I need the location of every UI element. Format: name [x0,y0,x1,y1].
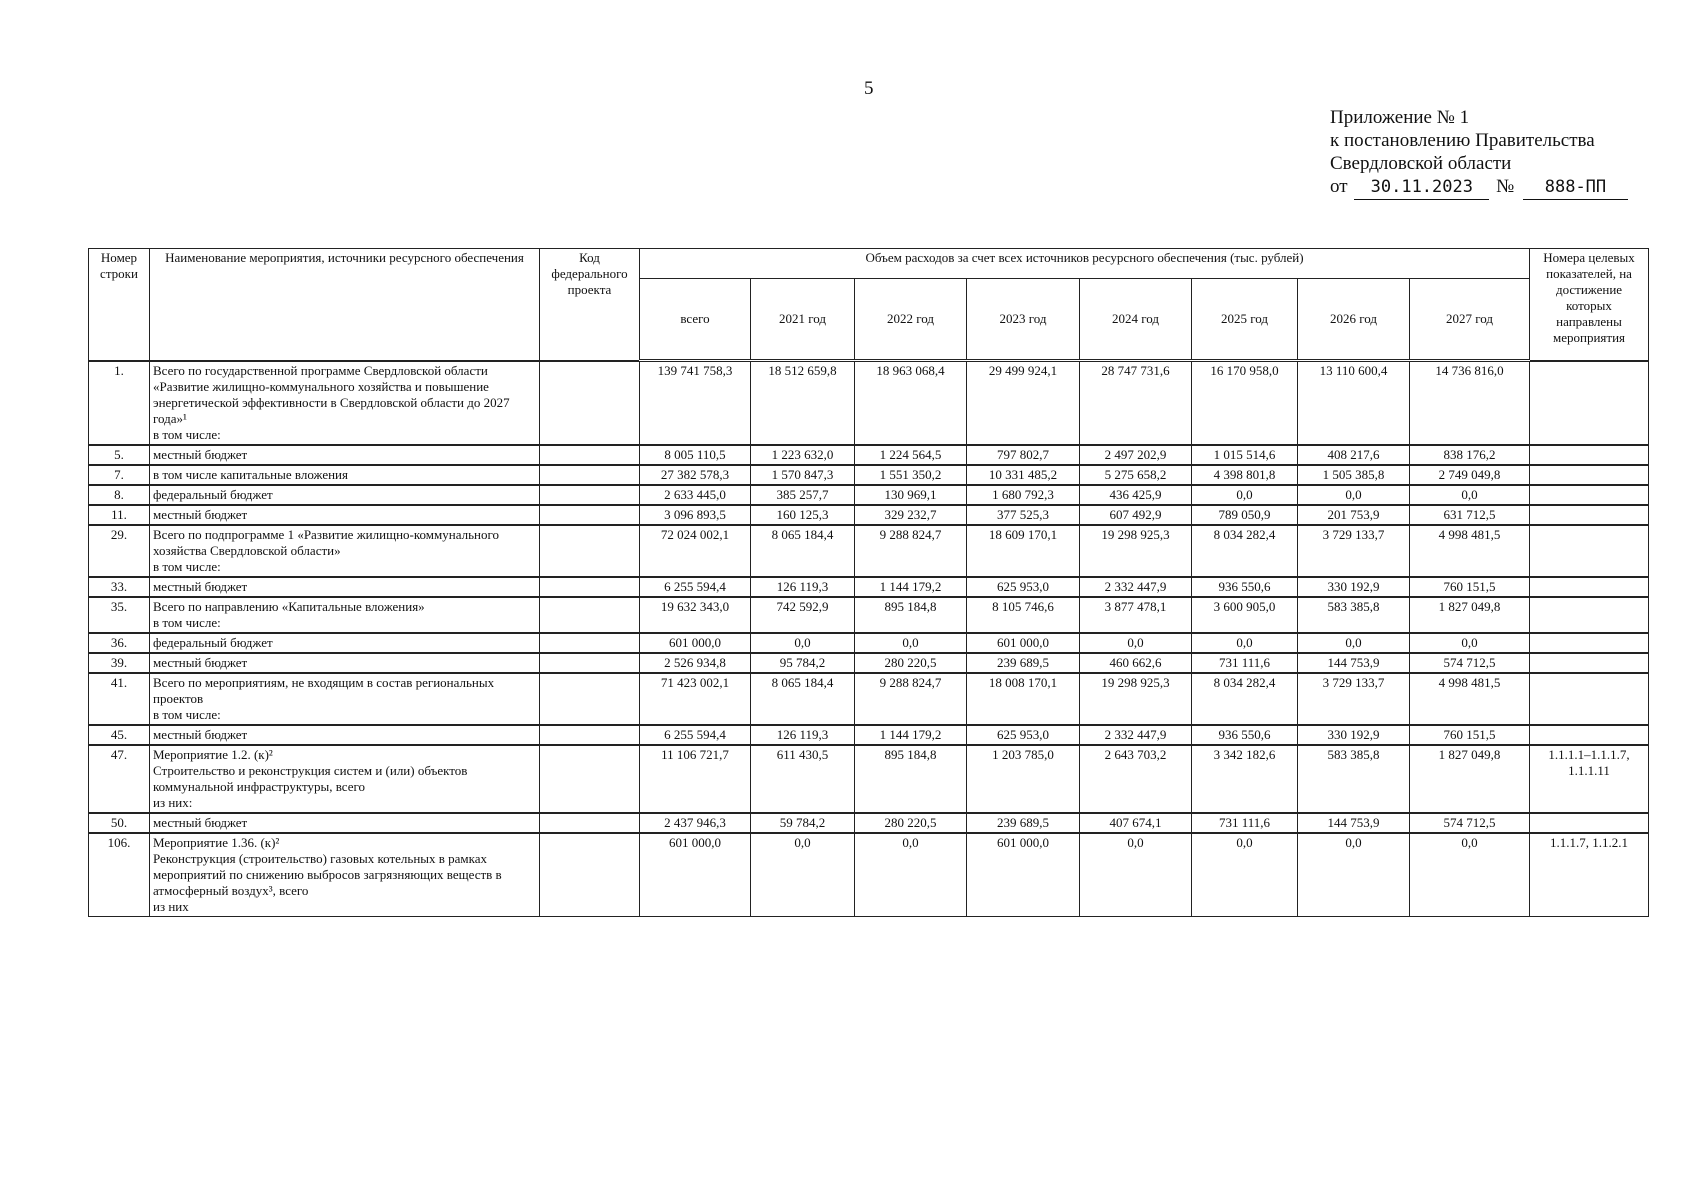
row-name-line: Строительство и реконструкция систем и (или) объектов коммунальной инфраструктуры, всего [153,762,468,794]
row-number: 47. [89,745,150,813]
row-value: 574 712,5 [1410,653,1530,673]
row-fed-code [540,485,640,505]
row-indicators: 1.1.1.7, 1.1.2.1 [1530,833,1649,917]
row-value: 1 570 847,3 [751,465,855,485]
row-indicators [1530,673,1649,725]
header-year: 2024 год [1080,279,1192,361]
row-indicators [1530,485,1649,505]
appendix-title: Приложение № 1 [1330,107,1470,128]
row-name-line: Мероприятие 1.2. (к)² [153,746,273,762]
row-value: 2 526 934,8 [640,653,751,673]
row-value: 2 437 946,3 [640,813,751,833]
row-value: 601 000,0 [967,633,1080,653]
row-value: 18 008 170,1 [967,673,1080,725]
row-value: 18 512 659,8 [751,361,855,445]
row-value: 2 643 703,2 [1080,745,1192,813]
row-value: 1 827 049,8 [1410,745,1530,813]
header-year: 2026 год [1298,279,1410,361]
header-year: 2027 год [1410,279,1530,361]
row-name-line: Всего по мероприятиям, не входящим в состав региональных проектов [153,674,495,706]
row-fed-code [540,725,640,745]
row-name-line: местный бюджет [153,506,248,522]
row-value: 407 674,1 [1080,813,1192,833]
row-value: 0,0 [1298,633,1410,653]
row-name [150,745,540,813]
row-value: 72 024 002,1 [640,525,751,577]
row-indicators [1530,445,1649,465]
number-prefix: № [1496,176,1515,197]
row-fed-code [540,813,640,833]
row-value: 611 430,5 [751,745,855,813]
row-value: 144 753,9 [1298,653,1410,673]
table-row [89,505,1649,525]
row-value: 280 220,5 [855,813,967,833]
row-value: 2 497 202,9 [1080,445,1192,465]
row-value: 760 151,5 [1410,725,1530,745]
row-value: 8 034 282,4 [1192,673,1298,725]
row-value: 760 151,5 [1410,577,1530,597]
row-fed-code [540,597,640,633]
row-value: 29 499 924,1 [967,361,1080,445]
row-value: 19 632 343,0 [640,597,751,633]
row-value: 936 550,6 [1192,725,1298,745]
table-row [89,833,1649,917]
row-value: 1 551 350,2 [855,465,967,485]
row-value: 13 110 600,4 [1298,361,1410,445]
row-name-line: Всего по государственной программе Свердловской области «Развитие жилищно-коммунального хозяйства и повышение энергетической эффективности в Свердловской области до 2027 года»¹ [153,362,510,426]
row-indicators [1530,465,1649,485]
row-value: 1 505 385,8 [1298,465,1410,485]
row-value: 10 331 485,2 [967,465,1080,485]
row-value: 126 119,3 [751,725,855,745]
row-value: 583 385,8 [1298,745,1410,813]
row-indicators [1530,633,1649,653]
row-name-line: в том числе капитальные вложения [153,466,348,482]
row-value: 1 144 179,2 [855,577,967,597]
table-row [89,525,1649,577]
page-number: 5 [864,78,874,99]
row-value: 126 119,3 [751,577,855,597]
table-row [89,813,1649,833]
row-value: 239 689,5 [967,653,1080,673]
row-value: 1 827 049,8 [1410,597,1530,633]
row-indicators [1530,577,1649,597]
row-name-line: местный бюджет [153,726,248,742]
row-indicators [1530,813,1649,833]
row-value: 731 111,6 [1192,653,1298,673]
row-number: 36. [89,633,150,653]
row-number: 29. [89,525,150,577]
row-value: 2 749 049,8 [1410,465,1530,485]
row-value: 2 633 445,0 [640,485,751,505]
row-value: 3 096 893,5 [640,505,751,525]
table-row [89,597,1649,633]
row-value: 3 877 478,1 [1080,597,1192,633]
row-name [150,525,540,577]
row-value: 19 298 925,3 [1080,673,1192,725]
row-value: 574 712,5 [1410,813,1530,833]
header-year: 2021 год [751,279,855,361]
row-name [150,633,540,653]
row-value: 329 232,7 [855,505,967,525]
row-indicators [1530,597,1649,633]
row-name [150,485,540,505]
table-row [89,745,1649,813]
row-value: 6 255 594,4 [640,577,751,597]
row-value: 8 105 746,6 [967,597,1080,633]
row-number: 39. [89,653,150,673]
row-number: 50. [89,813,150,833]
row-name-line: из них [153,898,189,914]
row-number: 106. [89,833,150,917]
row-value: 385 257,7 [751,485,855,505]
row-value: 139 741 758,3 [640,361,751,445]
row-value: 130 969,1 [855,485,967,505]
row-number: 1. [89,361,150,445]
row-value: 936 550,6 [1192,577,1298,597]
row-number: 41. [89,673,150,725]
row-name-line: федеральный бюджет [153,634,273,650]
row-name-line: в том числе: [153,614,221,630]
row-name-line: из них: [153,794,193,810]
row-name [150,813,540,833]
row-value: 0,0 [1192,485,1298,505]
row-value: 19 298 925,3 [1080,525,1192,577]
row-fed-code [540,505,640,525]
row-value: 3 729 133,7 [1298,525,1410,577]
table-row [89,577,1649,597]
resource-table [88,248,1649,917]
row-name-line: местный бюджет [153,654,248,670]
row-value: 8 065 184,4 [751,525,855,577]
row-number: 7. [89,465,150,485]
table-row [89,725,1649,745]
table-row [89,445,1649,465]
row-value: 18 963 068,4 [855,361,967,445]
appendix-date-line [1330,175,1628,200]
row-value: 239 689,5 [967,813,1080,833]
row-value: 731 111,6 [1192,813,1298,833]
row-indicators [1530,361,1649,445]
row-fed-code [540,445,640,465]
row-number: 11. [89,505,150,525]
row-value: 797 802,7 [967,445,1080,465]
row-number: 5. [89,445,150,465]
row-value: 0,0 [1080,633,1192,653]
row-name-line: Реконструкция (строительство) газовых котельных в рамках мероприятий по снижению выбросов загрязняющих веществ в атмосферный воздух³, всего [153,850,502,898]
header-row-num: Номер строки [89,249,150,361]
row-value: 0,0 [751,833,855,917]
table-body [89,361,1649,917]
row-value: 330 192,9 [1298,725,1410,745]
row-value: 6 255 594,4 [640,725,751,745]
row-name [150,725,540,745]
row-name [150,445,540,465]
row-value: 95 784,2 [751,653,855,673]
row-value: 625 953,0 [967,577,1080,597]
row-value: 8 065 184,4 [751,673,855,725]
row-name [150,597,540,633]
table-row [89,361,1649,445]
row-value: 838 176,2 [1410,445,1530,465]
header-year: 2022 год [855,279,967,361]
appendix-block [1330,106,1628,200]
row-value: 11 106 721,7 [640,745,751,813]
row-value: 789 050,9 [1192,505,1298,525]
row-value: 2 332 447,9 [1080,577,1192,597]
row-value: 1 224 564,5 [855,445,967,465]
row-indicators [1530,525,1649,577]
row-value: 4 998 481,5 [1410,673,1530,725]
row-value: 4 398 801,8 [1192,465,1298,485]
row-value: 460 662,6 [1080,653,1192,673]
row-fed-code [540,577,640,597]
row-indicators [1530,653,1649,673]
row-value: 3 342 182,6 [1192,745,1298,813]
row-fed-code [540,633,640,653]
resolution-number: 888-ПП [1523,176,1628,200]
header-year: всего [640,279,751,361]
row-value: 4 998 481,5 [1410,525,1530,577]
header-expenses: Объем расходов за счет всех источников ресурсного обеспечения (тыс. рублей) [640,249,1530,279]
row-indicators [1530,505,1649,525]
row-value: 3 729 133,7 [1298,673,1410,725]
header-year: 2023 год [967,279,1080,361]
date-prefix: от [1330,176,1348,197]
row-value: 0,0 [1298,485,1410,505]
row-value: 607 492,9 [1080,505,1192,525]
row-name-line: местный бюджет [153,446,248,462]
row-value: 1 223 632,0 [751,445,855,465]
row-name [150,577,540,597]
row-name [150,673,540,725]
row-value: 1 680 792,3 [967,485,1080,505]
row-value: 408 217,6 [1298,445,1410,465]
row-value: 0,0 [855,633,967,653]
row-value: 0,0 [1192,633,1298,653]
row-value: 895 184,8 [855,597,967,633]
row-number: 45. [89,725,150,745]
row-value: 0,0 [1410,485,1530,505]
row-value: 8 034 282,4 [1192,525,1298,577]
row-name [150,833,540,917]
row-value: 436 425,9 [1080,485,1192,505]
row-value: 27 382 578,3 [640,465,751,485]
row-name-line: в том числе: [153,426,221,442]
row-value: 601 000,0 [640,833,751,917]
row-value: 0,0 [1410,833,1530,917]
row-value: 0,0 [1192,833,1298,917]
row-value: 59 784,2 [751,813,855,833]
row-value: 2 332 447,9 [1080,725,1192,745]
row-fed-code [540,833,640,917]
row-value: 742 592,9 [751,597,855,633]
row-fed-code [540,525,640,577]
row-value: 3 600 905,0 [1192,597,1298,633]
row-value: 631 712,5 [1410,505,1530,525]
appendix-region: Свердловской области [1330,153,1512,174]
row-value: 9 288 824,7 [855,525,967,577]
row-value: 601 000,0 [640,633,751,653]
row-number: 35. [89,597,150,633]
row-value: 1 015 514,6 [1192,445,1298,465]
row-name-line: местный бюджет [153,814,248,830]
table-row [89,673,1649,725]
table-row [89,465,1649,485]
row-name-line: в том числе: [153,706,221,722]
row-value: 18 609 170,1 [967,525,1080,577]
row-indicators: 1.1.1.1–1.1.1.7, 1.1.1.11 [1530,745,1649,813]
row-value: 144 753,9 [1298,813,1410,833]
appendix-resolution: к постановлению Правительства [1330,130,1595,151]
row-value: 1 144 179,2 [855,725,967,745]
table-row [89,485,1649,505]
row-fed-code [540,465,640,485]
row-name [150,505,540,525]
row-name-line: Всего по подпрограмме 1 «Развитие жилищно-коммунального хозяйства Свердловской области» [153,526,499,558]
row-value: 377 525,3 [967,505,1080,525]
row-fed-code [540,653,640,673]
row-number: 33. [89,577,150,597]
row-value: 14 736 816,0 [1410,361,1530,445]
row-value: 583 385,8 [1298,597,1410,633]
row-name-line: Мероприятие 1.36. (к)² [153,834,280,850]
resolution-date: 30.11.2023 [1354,176,1489,200]
row-value: 601 000,0 [967,833,1080,917]
row-fed-code [540,361,640,445]
row-value: 5 275 658,2 [1080,465,1192,485]
row-name [150,465,540,485]
row-name [150,653,540,673]
row-name-line: в том числе: [153,558,221,574]
row-number: 8. [89,485,150,505]
row-name-line: Всего по направлению «Капитальные вложения» [153,598,425,614]
row-value: 9 288 824,7 [855,673,967,725]
row-fed-code [540,745,640,813]
header-name: Наименование мероприятия, источники ресурсного обеспечения [150,249,540,361]
row-value: 0,0 [751,633,855,653]
row-value: 1 203 785,0 [967,745,1080,813]
row-fed-code [540,673,640,725]
row-value: 0,0 [855,833,967,917]
row-value: 0,0 [1410,633,1530,653]
row-value: 330 192,9 [1298,577,1410,597]
header-fed-code: Код федерального проекта [540,249,640,361]
row-value: 28 747 731,6 [1080,361,1192,445]
row-indicators [1530,725,1649,745]
table-row [89,653,1649,673]
row-value: 201 753,9 [1298,505,1410,525]
header-year: 2025 год [1192,279,1298,361]
row-value: 0,0 [1080,833,1192,917]
row-value: 895 184,8 [855,745,967,813]
header-indicators: Номера целевых показателей, на достижение которых направлены мероприятия [1530,249,1649,361]
row-name [150,361,540,445]
row-name-line: федеральный бюджет [153,486,273,502]
row-value: 625 953,0 [967,725,1080,745]
row-value: 16 170 958,0 [1192,361,1298,445]
row-value: 160 125,3 [751,505,855,525]
row-value: 8 005 110,5 [640,445,751,465]
row-name-line: местный бюджет [153,578,248,594]
table-row [89,633,1649,653]
row-value: 280 220,5 [855,653,967,673]
row-value: 71 423 002,1 [640,673,751,725]
row-value: 0,0 [1298,833,1410,917]
